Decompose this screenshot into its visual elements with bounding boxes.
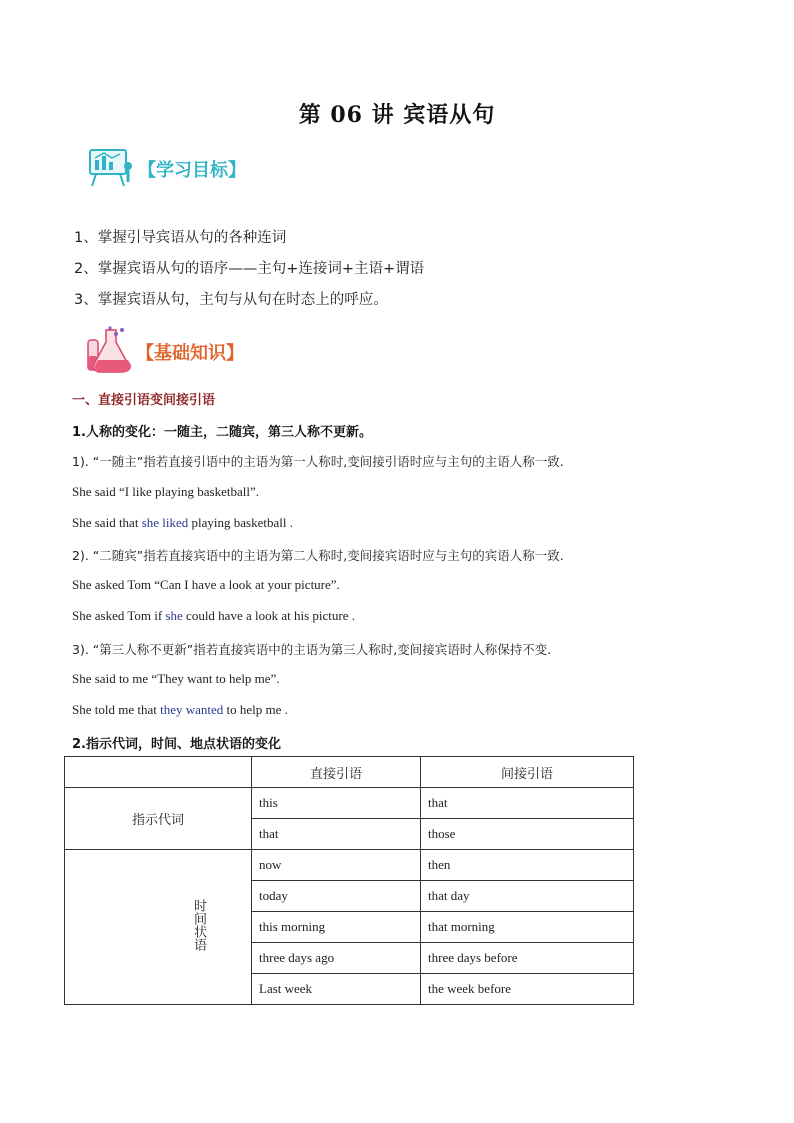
- example-sentence: [72, 515, 293, 531]
- basics-label: 【基础知识】: [136, 343, 244, 364]
- subsection-heading: 1.人称的变化：一随主，二随宾，第三人称不更新。: [72, 425, 372, 440]
- basics-header: [86, 326, 244, 378]
- group-label-demonstratives: 指示代词: [65, 788, 252, 850]
- flask-icon: [86, 326, 132, 378]
- table-cell: those: [421, 819, 634, 850]
- objective-item: 1、掌握引导宾语从句的各种连词: [74, 230, 287, 246]
- vertical-label: 时间状语: [191, 899, 206, 951]
- example-sentence: [72, 608, 355, 624]
- example-part: to help me .: [223, 702, 288, 717]
- rule-text: [72, 452, 564, 470]
- table-header-cell: 间接引语: [421, 757, 634, 788]
- example-part: could have a look at his picture .: [182, 608, 355, 623]
- example-sentence: She asked Tom “Can I have a look at your picture”.: [72, 577, 340, 592]
- example-sentence: She said to me “They want to help me”.: [72, 671, 280, 686]
- rule-text: [72, 546, 564, 564]
- example-sentence: She said “I like playing basketball”.: [72, 484, 260, 499]
- presentation-board-icon: [86, 146, 134, 192]
- table-row: [65, 850, 634, 881]
- objective-item: 2、掌握宾语从句的语序——主句+连接词+主语+谓语: [74, 261, 425, 277]
- highlight-text: she: [165, 608, 183, 623]
- conversion-table: [64, 756, 634, 1005]
- example-part: playing basketball .: [188, 515, 293, 530]
- rule-2: 2). “二随宾”指若直接宾语中的主语为第二人称时,变间接宾语时应与主句的宾语人称一致.: [72, 548, 564, 563]
- table-cell: the week before: [421, 974, 634, 1005]
- example-part: She said that: [72, 515, 142, 530]
- example-part: She asked Tom if: [72, 608, 166, 623]
- table-cell: that: [252, 819, 421, 850]
- table-cell: three days ago: [252, 943, 421, 974]
- table-row: [65, 788, 634, 819]
- highlight-text: she liked: [141, 515, 189, 530]
- rule-text: [72, 640, 551, 658]
- table-header-cell: 直接引语: [252, 757, 421, 788]
- table-cell: that day: [421, 881, 634, 912]
- table-header-cell: [65, 757, 252, 788]
- table-cell: then: [421, 850, 634, 881]
- group-label-time-adverbials: [65, 850, 252, 1005]
- table-cell: three days before: [421, 943, 634, 974]
- table-cell: that morning: [421, 912, 634, 943]
- objectives-label: 【学习目标】: [138, 160, 246, 181]
- example-sentence: [72, 702, 288, 718]
- table-cell: that: [421, 788, 634, 819]
- page-title: 第 06 讲 宾语从句: [298, 102, 496, 128]
- table-cell: now: [252, 850, 421, 881]
- table-header-row: [65, 757, 634, 788]
- table-cell: Last week: [252, 974, 421, 1005]
- rule-3: 3). “第三人称不更新”指若直接宾语中的主语为第三人称时,变间接宾语时人称保持不变.: [72, 642, 552, 657]
- table-cell: today: [252, 881, 421, 912]
- table-cell: this morning: [252, 912, 421, 943]
- highlight-text: they wanted: [160, 702, 224, 717]
- objectives-header: [86, 146, 246, 192]
- rule-1: 1). “一随主”指若直接引语中的主语为第一人称时,变间接引语时应与主句的主语人称一致.: [72, 454, 564, 469]
- objective-item: 3、掌握宾语从句，主句与从句在时态上的呼应。: [74, 292, 388, 308]
- section-heading: 一、直接引语变间接引语: [72, 393, 216, 408]
- example-part: She told me that: [72, 702, 161, 717]
- table-cell: this: [252, 788, 421, 819]
- subsection-heading: 2.指示代词，时间、地点状语的变化: [72, 737, 281, 752]
